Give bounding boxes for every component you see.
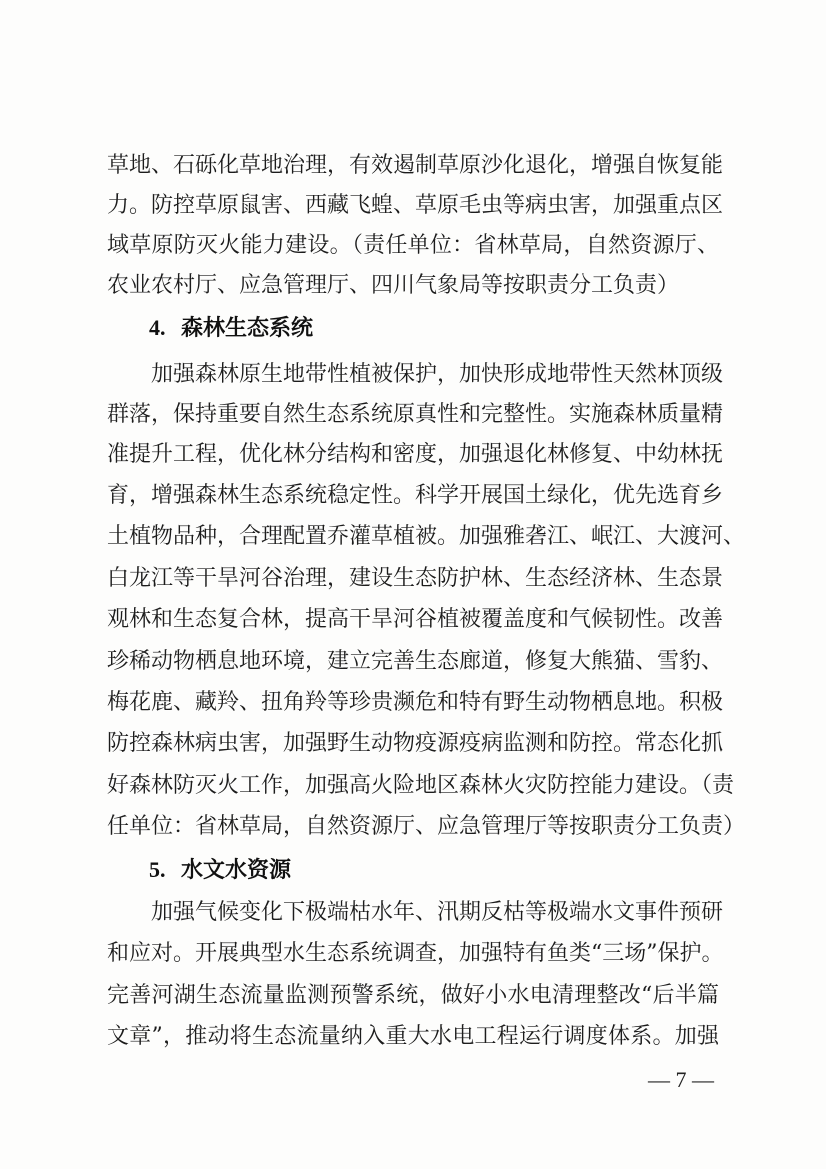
paragraph-line: 白龙江等干旱河谷治理，建设生态防护林、生态经济林、生态景 xyxy=(107,566,724,591)
paragraph-line: 梅花鹿、藏羚、扭角羚等珍贵濒危和特有野生动物栖息地。积极 xyxy=(107,690,724,715)
paragraph-line: 防控森林病虫害，加强野生动物疫源疫病监测和防控。常态化抓 xyxy=(107,731,724,756)
paragraph-line: 草地、石砾化草地治理，有效遏制草原沙化退化，增强自恢复能 xyxy=(107,153,724,178)
paragraph-line: 育，增强森林生态系统稳定性。科学开展国土绿化，优先选育乡 xyxy=(107,483,724,508)
paragraph-line: 域草原防灭火能力建设。（责任单位：省林草局，自然资源厅、 xyxy=(107,233,719,258)
paragraph-line: 加强气候变化下极端枯水年、汛期反枯等极端水文事件预研 xyxy=(151,900,724,925)
section-number: 5. xyxy=(149,857,166,882)
page-number: — 7 — xyxy=(648,1067,714,1092)
section-title: 水文水资源 xyxy=(181,858,292,883)
section-title: 森林生态系统 xyxy=(181,316,314,341)
paragraph-line: 土植物品种，合理配置乔灌草植被。加强雅砻江、岷江、大渡河、 xyxy=(107,524,746,549)
section-number: 4. xyxy=(149,315,166,340)
paragraph-line: 和应对。开展典型水生态系统调查，加强特有鱼类“三场”保护。 xyxy=(107,941,724,966)
paragraph-line: 农业农村厅、应急管理厅、四川气象局等按职责分工负责） xyxy=(107,273,680,298)
paragraph-line: 观林和生态复合林，提高干旱河谷植被覆盖度和气候韧性。改善 xyxy=(107,607,724,632)
paragraph-line: 珍稀动物栖息地环境，建立完善生态廊道，修复大熊猫、雪豹、 xyxy=(107,649,724,674)
paragraph-line: 完善河湖生态流量监测预警系统，做好小水电清理整改“后半篇 xyxy=(107,983,719,1008)
paragraph-line: 加强森林原生地带性植被保护，加快形成地带性天然林顶级 xyxy=(151,362,724,387)
paragraph-line: 准提升工程，优化林分结构和密度，加强退化林修复、中幼林抚 xyxy=(107,442,724,467)
paragraph-line: 好森林防灭火工作，加强高火险地区森林火灾防控能力建设。（责 xyxy=(107,773,735,798)
section-heading-forest xyxy=(149,308,313,348)
paragraph-line: 文章”，推动将生态流量纳入重大水电工程运行调度体系。加强 xyxy=(107,1024,719,1049)
paragraph-line: 力。防控草原鼠害、西藏飞蝗、草原毛虫等病虫害，加强重点区 xyxy=(107,193,724,218)
paragraph-line: 任单位：省林草局，自然资源厅、应急管理厅等按职责分工负责） xyxy=(107,814,746,839)
section-heading-hydrology xyxy=(149,850,291,890)
paragraph-line: 群落，保持重要自然生态系统原真性和完整性。实施森林质量精 xyxy=(107,402,724,427)
